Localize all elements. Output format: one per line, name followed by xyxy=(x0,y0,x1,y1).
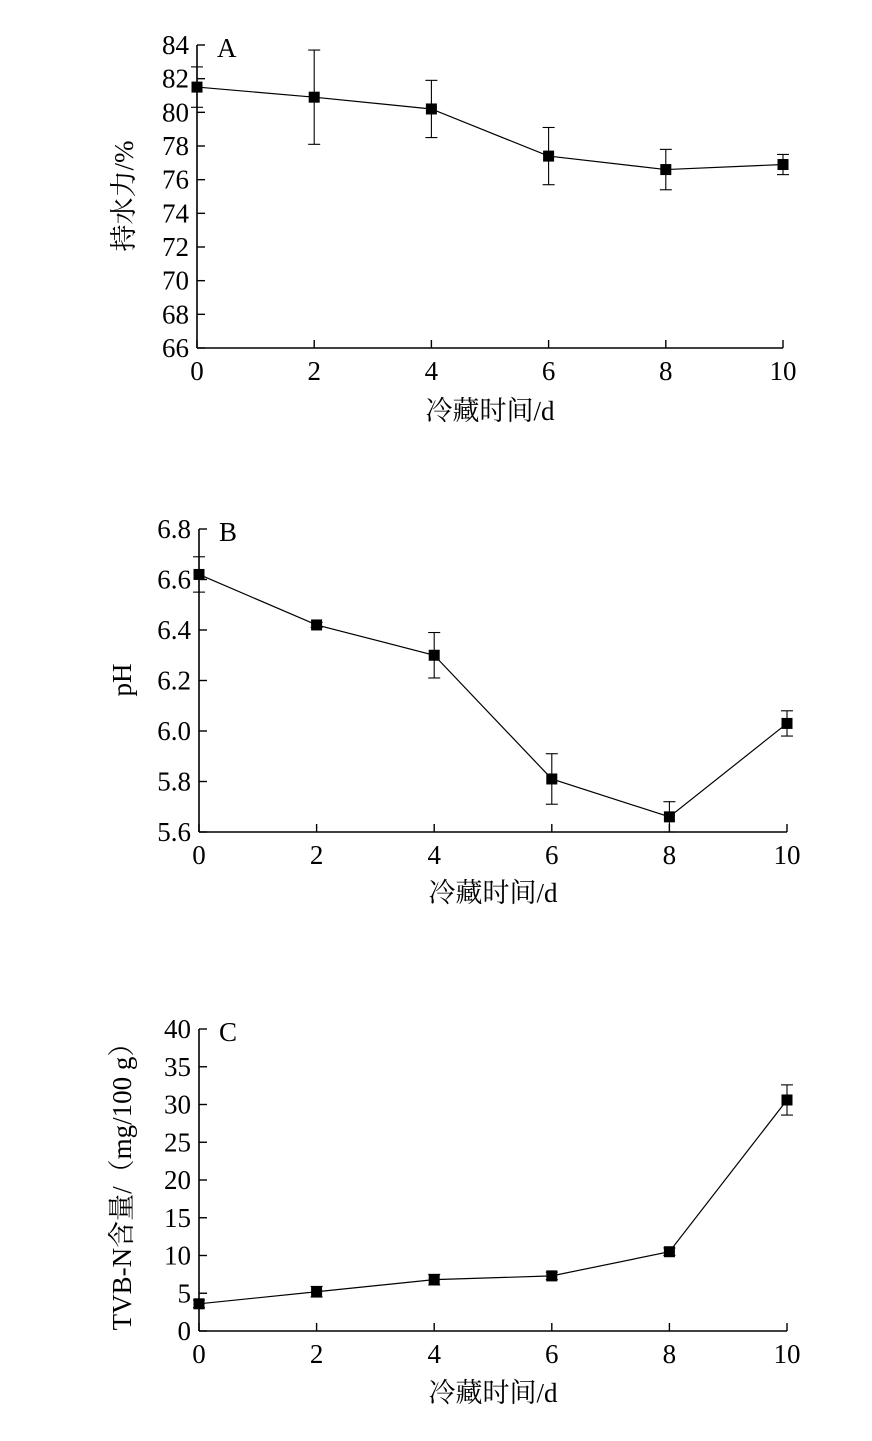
y-tick-label: 6.2 xyxy=(157,665,191,696)
data-point xyxy=(546,773,557,784)
data-point xyxy=(309,92,320,103)
data-point xyxy=(311,1286,322,1297)
x-tick-label: 6 xyxy=(545,840,559,870)
x-tick-label: 0 xyxy=(190,356,204,386)
data-point xyxy=(546,1270,557,1281)
y-tick-label: 40 xyxy=(164,1014,191,1044)
x-axis-title: 冷藏时间/d xyxy=(428,878,558,908)
x-tick-label: 2 xyxy=(307,356,321,386)
y-axis-title: TVB-N含量/（mg/100 g） xyxy=(107,1029,137,1331)
data-point xyxy=(543,151,554,162)
y-tick-label: 72 xyxy=(162,232,189,262)
y-tick-label: 70 xyxy=(162,265,189,296)
y-tick-label: 5.6 xyxy=(157,817,191,847)
y-tick-label: 25 xyxy=(164,1127,191,1158)
x-tick-label: 4 xyxy=(424,356,439,386)
y-tick-label: 30 xyxy=(164,1089,191,1120)
x-tick-label: 6 xyxy=(541,356,556,386)
y-tick-label: 80 xyxy=(162,97,189,128)
data-point xyxy=(782,1094,793,1105)
data-point xyxy=(778,159,789,170)
data-point xyxy=(426,103,437,114)
x-tick-label: 0 xyxy=(192,840,206,870)
series-line xyxy=(197,87,783,169)
data-point xyxy=(194,1298,205,1309)
y-tick-label: 6.8 xyxy=(157,514,191,544)
y-tick-label: 0 xyxy=(177,1316,191,1346)
x-tick-label: 2 xyxy=(309,1339,324,1369)
y-tick-label: 20 xyxy=(164,1165,191,1195)
y-axis-title: pH xyxy=(107,663,137,697)
x-axis-title: 冷藏时间/d xyxy=(425,396,555,426)
panel-label: A xyxy=(217,33,237,63)
x-tick-label: 10 xyxy=(773,840,801,870)
x-axis-title: 冷藏时间/d xyxy=(428,1378,558,1408)
panel-label: C xyxy=(219,1017,238,1047)
chart-panel-C xyxy=(107,1014,801,1408)
data-point xyxy=(664,1246,675,1257)
y-tick-label: 5.8 xyxy=(157,766,191,797)
y-tick-label: 82 xyxy=(162,63,189,94)
data-point xyxy=(664,811,675,822)
y-tick-label: 15 xyxy=(164,1202,191,1233)
y-tick-label: 74 xyxy=(162,198,189,229)
y-tick-label: 78 xyxy=(162,131,189,161)
series-line xyxy=(199,574,787,816)
y-tick-label: 6.0 xyxy=(157,716,191,746)
x-tick-label: 6 xyxy=(545,1339,559,1369)
data-point xyxy=(194,569,205,580)
x-tick-label: 4 xyxy=(427,1339,441,1369)
x-tick-label: 2 xyxy=(309,840,324,870)
y-tick-label: 5 xyxy=(177,1278,191,1309)
y-tick-label: 10 xyxy=(164,1240,191,1271)
y-tick-label: 35 xyxy=(164,1051,191,1082)
x-tick-label: 8 xyxy=(662,1339,677,1369)
x-tick-label: 8 xyxy=(659,356,673,386)
y-tick-label: 76 xyxy=(162,164,189,195)
series-line xyxy=(199,1100,787,1304)
data-point xyxy=(192,82,203,93)
x-tick-label: 4 xyxy=(427,840,441,870)
x-tick-label: 10 xyxy=(769,356,797,386)
data-point xyxy=(311,619,322,630)
y-tick-label: 6.4 xyxy=(157,615,191,645)
panel-label: B xyxy=(219,517,238,547)
data-point xyxy=(429,1274,440,1285)
y-tick-label: 68 xyxy=(162,299,189,330)
y-tick-label: 66 xyxy=(162,333,189,363)
y-axis-title: 持水力/% xyxy=(109,140,139,252)
x-tick-label: 0 xyxy=(192,1339,206,1369)
data-point xyxy=(660,164,671,175)
data-point xyxy=(429,650,440,661)
y-tick-label: 84 xyxy=(162,30,189,60)
chart-panel-B xyxy=(107,514,801,908)
x-tick-label: 10 xyxy=(773,1339,801,1369)
chart-panel-A xyxy=(109,30,797,426)
y-tick-label: 6.6 xyxy=(157,564,191,595)
x-tick-label: 8 xyxy=(662,840,677,870)
data-point xyxy=(782,718,793,729)
